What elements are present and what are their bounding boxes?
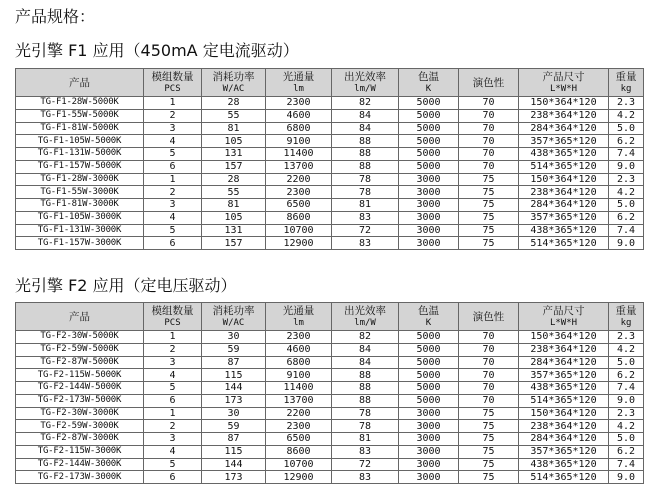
cell-lumen: 2300 bbox=[266, 97, 332, 110]
cell-efficacy: 88 bbox=[332, 160, 399, 173]
cell-dimensions: 238*364*120 bbox=[519, 186, 609, 199]
cell-weight: 9.0 bbox=[609, 394, 644, 407]
header-label: 色温 bbox=[418, 70, 439, 83]
cell-dimensions: 150*364*120 bbox=[519, 97, 609, 110]
cell-lumen: 8600 bbox=[266, 211, 332, 224]
table-row bbox=[16, 445, 644, 458]
cell-color-temp: 3000 bbox=[399, 458, 459, 471]
cell-cri: 70 bbox=[459, 122, 519, 135]
header-label: 产品 bbox=[69, 310, 90, 323]
cell-module-count: 6 bbox=[144, 160, 202, 173]
cell-cri: 70 bbox=[459, 97, 519, 110]
cell-product: TG-F1-131W-5000K bbox=[16, 148, 144, 161]
cell-cri: 75 bbox=[459, 458, 519, 471]
cell-color-temp: 3000 bbox=[399, 237, 459, 250]
header-label: 重量 bbox=[615, 70, 637, 83]
cell-dimensions: 514*365*120 bbox=[519, 237, 609, 250]
cell-lumen: 12900 bbox=[266, 237, 332, 250]
cell-power: 55 bbox=[202, 186, 266, 199]
header-unit: PCS bbox=[164, 317, 181, 328]
table-row bbox=[16, 109, 644, 122]
cell-efficacy: 81 bbox=[332, 199, 399, 212]
cell-module-count: 2 bbox=[144, 420, 202, 433]
cell-dimensions: 284*364*120 bbox=[519, 199, 609, 212]
cell-power: 115 bbox=[202, 369, 266, 382]
cell-product: TG-F2-173W-3000K bbox=[16, 471, 144, 484]
cell-power: 55 bbox=[202, 109, 266, 122]
cell-efficacy: 84 bbox=[332, 343, 399, 356]
cell-product: TG-F1-81W-3000K bbox=[16, 199, 144, 212]
cell-color-temp: 5000 bbox=[399, 382, 459, 395]
header-label: 消耗功率 bbox=[212, 304, 255, 317]
cell-module-count: 6 bbox=[144, 394, 202, 407]
cell-module-count: 1 bbox=[144, 407, 202, 420]
cell-cri: 70 bbox=[459, 148, 519, 161]
table-row bbox=[16, 186, 644, 199]
cell-product: TG-F1-28W-3000K bbox=[16, 173, 144, 186]
cell-product: TG-F1-105W-3000K bbox=[16, 211, 144, 224]
cell-efficacy: 88 bbox=[332, 148, 399, 161]
header-dimensions bbox=[519, 303, 609, 331]
cell-weight: 4.2 bbox=[609, 186, 644, 199]
cell-weight: 2.3 bbox=[609, 331, 644, 344]
cell-product: TG-F2-59W-3000K bbox=[16, 420, 144, 433]
cell-power: 81 bbox=[202, 122, 266, 135]
cell-weight: 7.4 bbox=[609, 382, 644, 395]
cell-module-count: 3 bbox=[144, 356, 202, 369]
table-row bbox=[16, 122, 644, 135]
cell-power: 144 bbox=[202, 458, 266, 471]
header-efficacy bbox=[332, 303, 399, 331]
cell-module-count: 2 bbox=[144, 109, 202, 122]
cell-color-temp: 3000 bbox=[399, 186, 459, 199]
table-row bbox=[16, 97, 644, 110]
section-title-f2: 光引擎 F2 应用（定电压驱动） bbox=[15, 276, 237, 295]
cell-lumen: 12900 bbox=[266, 471, 332, 484]
cell-color-temp: 5000 bbox=[399, 331, 459, 344]
cell-color-temp: 3000 bbox=[399, 199, 459, 212]
cell-cri: 70 bbox=[459, 109, 519, 122]
header-weight bbox=[609, 69, 644, 97]
cell-dimensions: 238*364*120 bbox=[519, 420, 609, 433]
cell-color-temp: 3000 bbox=[399, 407, 459, 420]
cell-product: TG-F2-30W-5000K bbox=[16, 331, 144, 344]
header-unit: L*W*H bbox=[549, 83, 578, 94]
cell-power: 87 bbox=[202, 433, 266, 446]
table-row bbox=[16, 420, 644, 433]
cell-color-temp: 3000 bbox=[399, 445, 459, 458]
cell-cri: 75 bbox=[459, 173, 519, 186]
header-weight bbox=[609, 303, 644, 331]
cell-product: TG-F1-157W-3000K bbox=[16, 237, 144, 250]
cell-power: 30 bbox=[202, 331, 266, 344]
cell-dimensions: 438*365*120 bbox=[519, 224, 609, 237]
cell-lumen: 11400 bbox=[266, 148, 332, 161]
header-unit: K bbox=[425, 317, 432, 328]
cell-color-temp: 5000 bbox=[399, 356, 459, 369]
cell-power: 28 bbox=[202, 97, 266, 110]
cell-module-count: 5 bbox=[144, 458, 202, 471]
cell-efficacy: 82 bbox=[332, 97, 399, 110]
cell-product: TG-F1-81W-5000K bbox=[16, 122, 144, 135]
header-lumen bbox=[266, 303, 332, 331]
header-label: 产品尺寸 bbox=[542, 304, 585, 317]
cell-cri: 75 bbox=[459, 186, 519, 199]
header-unit: K bbox=[425, 83, 432, 94]
header-color-temp bbox=[399, 303, 459, 331]
header-dimensions bbox=[519, 69, 609, 97]
cell-color-temp: 3000 bbox=[399, 433, 459, 446]
table-row bbox=[16, 224, 644, 237]
table-row bbox=[16, 471, 644, 484]
cell-efficacy: 83 bbox=[332, 211, 399, 224]
cell-product: TG-F2-30W-3000K bbox=[16, 407, 144, 420]
cell-power: 28 bbox=[202, 173, 266, 186]
cell-power: 131 bbox=[202, 224, 266, 237]
cell-product: TG-F2-173W-5000K bbox=[16, 394, 144, 407]
cell-cri: 75 bbox=[459, 224, 519, 237]
cell-efficacy: 88 bbox=[332, 394, 399, 407]
table-row bbox=[16, 331, 644, 344]
table-row bbox=[16, 433, 644, 446]
header-lumen bbox=[266, 69, 332, 97]
cell-color-temp: 3000 bbox=[399, 224, 459, 237]
cell-power: 144 bbox=[202, 382, 266, 395]
cell-power: 30 bbox=[202, 407, 266, 420]
cell-lumen: 8600 bbox=[266, 445, 332, 458]
cell-power: 59 bbox=[202, 420, 266, 433]
cell-efficacy: 78 bbox=[332, 407, 399, 420]
header-label: 演色性 bbox=[472, 76, 505, 89]
cell-lumen: 10700 bbox=[266, 224, 332, 237]
header-label: 产品尺寸 bbox=[542, 70, 585, 83]
cell-power: 173 bbox=[202, 471, 266, 484]
cell-efficacy: 78 bbox=[332, 420, 399, 433]
header-product bbox=[16, 303, 144, 331]
cell-weight: 6.2 bbox=[609, 369, 644, 382]
header-label: 色温 bbox=[418, 304, 439, 317]
cell-dimensions: 357*365*120 bbox=[519, 211, 609, 224]
header-label: 光通量 bbox=[282, 304, 315, 317]
cell-power: 115 bbox=[202, 445, 266, 458]
header-cri bbox=[459, 69, 519, 97]
cell-efficacy: 72 bbox=[332, 224, 399, 237]
cell-cri: 70 bbox=[459, 331, 519, 344]
page-heading: 产品规格： bbox=[15, 7, 96, 26]
cell-dimensions: 357*365*120 bbox=[519, 369, 609, 382]
cell-cri: 70 bbox=[459, 356, 519, 369]
cell-product: TG-F2-87W-3000K bbox=[16, 433, 144, 446]
cell-cri: 70 bbox=[459, 135, 519, 148]
cell-module-count: 1 bbox=[144, 97, 202, 110]
cell-weight: 7.4 bbox=[609, 458, 644, 471]
cell-module-count: 1 bbox=[144, 331, 202, 344]
cell-color-temp: 5000 bbox=[399, 343, 459, 356]
cell-lumen: 10700 bbox=[266, 458, 332, 471]
table-row bbox=[16, 382, 644, 395]
cell-product: TG-F2-115W-5000K bbox=[16, 369, 144, 382]
header-label: 重量 bbox=[615, 304, 637, 317]
header-unit: lm bbox=[293, 83, 304, 94]
cell-weight: 7.4 bbox=[609, 224, 644, 237]
header-unit: lm/W bbox=[354, 83, 376, 94]
header-unit: kg bbox=[620, 317, 632, 328]
cell-lumen: 13700 bbox=[266, 394, 332, 407]
cell-module-count: 5 bbox=[144, 148, 202, 161]
table-row bbox=[16, 173, 644, 186]
cell-lumen: 6800 bbox=[266, 356, 332, 369]
cell-dimensions: 150*364*120 bbox=[519, 407, 609, 420]
header-unit: PCS bbox=[164, 83, 181, 94]
cell-weight: 2.3 bbox=[609, 173, 644, 186]
cell-module-count: 3 bbox=[144, 199, 202, 212]
header-label: 光通量 bbox=[282, 70, 315, 83]
cell-product: TG-F1-55W-5000K bbox=[16, 109, 144, 122]
cell-cri: 75 bbox=[459, 471, 519, 484]
cell-weight: 6.2 bbox=[609, 211, 644, 224]
table-row bbox=[16, 148, 644, 161]
cell-dimensions: 438*365*120 bbox=[519, 148, 609, 161]
cell-color-temp: 5000 bbox=[399, 160, 459, 173]
cell-module-count: 4 bbox=[144, 445, 202, 458]
header-power bbox=[202, 69, 266, 97]
cell-cri: 75 bbox=[459, 237, 519, 250]
cell-weight: 6.2 bbox=[609, 135, 644, 148]
cell-color-temp: 3000 bbox=[399, 211, 459, 224]
header-efficacy bbox=[332, 69, 399, 97]
cell-power: 157 bbox=[202, 237, 266, 250]
header-label: 模组数量 bbox=[151, 304, 194, 317]
cell-power: 105 bbox=[202, 211, 266, 224]
cell-weight: 4.2 bbox=[609, 420, 644, 433]
header-row bbox=[16, 303, 644, 331]
header-product bbox=[16, 69, 144, 97]
cell-cri: 75 bbox=[459, 407, 519, 420]
cell-color-temp: 5000 bbox=[399, 109, 459, 122]
table-row bbox=[16, 211, 644, 224]
cell-efficacy: 84 bbox=[332, 122, 399, 135]
spec-table-f1 bbox=[15, 68, 644, 250]
cell-dimensions: 284*364*120 bbox=[519, 122, 609, 135]
cell-module-count: 3 bbox=[144, 122, 202, 135]
cell-efficacy: 83 bbox=[332, 445, 399, 458]
cell-dimensions: 357*365*120 bbox=[519, 135, 609, 148]
cell-color-temp: 5000 bbox=[399, 369, 459, 382]
cell-weight: 9.0 bbox=[609, 237, 644, 250]
cell-efficacy: 84 bbox=[332, 109, 399, 122]
header-unit: lm bbox=[293, 317, 304, 328]
table-row bbox=[16, 343, 644, 356]
cell-product: TG-F1-131W-3000K bbox=[16, 224, 144, 237]
table-row bbox=[16, 237, 644, 250]
cell-color-temp: 3000 bbox=[399, 173, 459, 186]
cell-cri: 75 bbox=[459, 199, 519, 212]
table-row bbox=[16, 369, 644, 382]
cell-weight: 2.3 bbox=[609, 407, 644, 420]
cell-dimensions: 238*364*120 bbox=[519, 343, 609, 356]
cell-cri: 70 bbox=[459, 394, 519, 407]
cell-dimensions: 150*364*120 bbox=[519, 331, 609, 344]
header-label: 消耗功率 bbox=[212, 70, 255, 83]
table-row bbox=[16, 458, 644, 471]
cell-power: 105 bbox=[202, 135, 266, 148]
cell-weight: 5.0 bbox=[609, 199, 644, 212]
cell-module-count: 6 bbox=[144, 471, 202, 484]
header-label: 模组数量 bbox=[151, 70, 194, 83]
cell-weight: 9.0 bbox=[609, 471, 644, 484]
cell-efficacy: 72 bbox=[332, 458, 399, 471]
cell-module-count: 5 bbox=[144, 382, 202, 395]
cell-module-count: 3 bbox=[144, 433, 202, 446]
cell-product: TG-F2-87W-5000K bbox=[16, 356, 144, 369]
cell-cri: 70 bbox=[459, 160, 519, 173]
cell-color-temp: 5000 bbox=[399, 97, 459, 110]
cell-lumen: 2300 bbox=[266, 331, 332, 344]
cell-power: 59 bbox=[202, 343, 266, 356]
cell-weight: 5.0 bbox=[609, 433, 644, 446]
cell-cri: 75 bbox=[459, 420, 519, 433]
cell-lumen: 6500 bbox=[266, 199, 332, 212]
cell-lumen: 9100 bbox=[266, 135, 332, 148]
cell-power: 173 bbox=[202, 394, 266, 407]
cell-color-temp: 5000 bbox=[399, 135, 459, 148]
header-unit: lm/W bbox=[354, 317, 376, 328]
header-module-count bbox=[144, 69, 202, 97]
cell-efficacy: 84 bbox=[332, 356, 399, 369]
header-label: 出光效率 bbox=[344, 70, 386, 83]
cell-module-count: 4 bbox=[144, 135, 202, 148]
cell-product: TG-F1-28W-5000K bbox=[16, 97, 144, 110]
cell-efficacy: 88 bbox=[332, 382, 399, 395]
cell-color-temp: 5000 bbox=[399, 394, 459, 407]
table-row bbox=[16, 394, 644, 407]
cell-cri: 75 bbox=[459, 445, 519, 458]
table-row bbox=[16, 199, 644, 212]
cell-dimensions: 238*364*120 bbox=[519, 109, 609, 122]
cell-power: 157 bbox=[202, 160, 266, 173]
cell-dimensions: 514*365*120 bbox=[519, 471, 609, 484]
cell-dimensions: 438*365*120 bbox=[519, 458, 609, 471]
table-row bbox=[16, 356, 644, 369]
cell-lumen: 2200 bbox=[266, 173, 332, 186]
cell-product: TG-F2-144W-3000K bbox=[16, 458, 144, 471]
cell-dimensions: 438*365*120 bbox=[519, 382, 609, 395]
cell-efficacy: 82 bbox=[332, 331, 399, 344]
cell-module-count: 4 bbox=[144, 211, 202, 224]
cell-dimensions: 284*364*120 bbox=[519, 433, 609, 446]
section-title-f1: 光引擎 F1 应用（450mA 定电流驱动） bbox=[15, 41, 299, 60]
cell-module-count: 2 bbox=[144, 186, 202, 199]
cell-module-count: 6 bbox=[144, 237, 202, 250]
cell-product: TG-F2-115W-3000K bbox=[16, 445, 144, 458]
header-cri bbox=[459, 303, 519, 331]
cell-dimensions: 150*364*120 bbox=[519, 173, 609, 186]
cell-efficacy: 81 bbox=[332, 433, 399, 446]
table-row bbox=[16, 160, 644, 173]
cell-product: TG-F1-55W-3000K bbox=[16, 186, 144, 199]
spec-table-f2 bbox=[15, 302, 644, 484]
cell-efficacy: 78 bbox=[332, 186, 399, 199]
cell-color-temp: 3000 bbox=[399, 420, 459, 433]
header-power bbox=[202, 303, 266, 331]
header-unit: W/AC bbox=[222, 83, 245, 94]
cell-module-count: 1 bbox=[144, 173, 202, 186]
cell-weight: 5.0 bbox=[609, 356, 644, 369]
cell-color-temp: 5000 bbox=[399, 122, 459, 135]
cell-power: 87 bbox=[202, 356, 266, 369]
cell-efficacy: 83 bbox=[332, 237, 399, 250]
cell-power: 81 bbox=[202, 199, 266, 212]
header-label: 出光效率 bbox=[344, 304, 386, 317]
cell-cri: 75 bbox=[459, 433, 519, 446]
cell-cri: 75 bbox=[459, 211, 519, 224]
cell-color-temp: 5000 bbox=[399, 148, 459, 161]
table-row bbox=[16, 135, 644, 148]
header-row bbox=[16, 69, 644, 97]
cell-lumen: 11400 bbox=[266, 382, 332, 395]
header-unit: W/AC bbox=[222, 317, 245, 328]
cell-efficacy: 88 bbox=[332, 135, 399, 148]
cell-dimensions: 514*365*120 bbox=[519, 160, 609, 173]
cell-lumen: 6800 bbox=[266, 122, 332, 135]
cell-module-count: 5 bbox=[144, 224, 202, 237]
cell-lumen: 4600 bbox=[266, 343, 332, 356]
cell-lumen: 4600 bbox=[266, 109, 332, 122]
cell-lumen: 2200 bbox=[266, 407, 332, 420]
cell-lumen: 2300 bbox=[266, 186, 332, 199]
cell-efficacy: 83 bbox=[332, 471, 399, 484]
cell-cri: 70 bbox=[459, 343, 519, 356]
header-unit: kg bbox=[620, 83, 632, 94]
header-unit: L*W*H bbox=[549, 317, 578, 328]
cell-power: 131 bbox=[202, 148, 266, 161]
cell-product: TG-F2-144W-5000K bbox=[16, 382, 144, 395]
header-color-temp bbox=[399, 69, 459, 97]
cell-weight: 4.2 bbox=[609, 109, 644, 122]
cell-weight: 4.2 bbox=[609, 343, 644, 356]
cell-product: TG-F1-105W-5000K bbox=[16, 135, 144, 148]
cell-lumen: 9100 bbox=[266, 369, 332, 382]
cell-cri: 70 bbox=[459, 382, 519, 395]
header-module-count bbox=[144, 303, 202, 331]
cell-weight: 9.0 bbox=[609, 160, 644, 173]
cell-module-count: 4 bbox=[144, 369, 202, 382]
cell-module-count: 2 bbox=[144, 343, 202, 356]
cell-efficacy: 88 bbox=[332, 369, 399, 382]
cell-dimensions: 357*365*120 bbox=[519, 445, 609, 458]
cell-weight: 7.4 bbox=[609, 148, 644, 161]
cell-dimensions: 284*364*120 bbox=[519, 356, 609, 369]
header-label: 产品 bbox=[69, 76, 90, 89]
cell-lumen: 2300 bbox=[266, 420, 332, 433]
cell-dimensions: 514*365*120 bbox=[519, 394, 609, 407]
cell-lumen: 6500 bbox=[266, 433, 332, 446]
cell-cri: 70 bbox=[459, 369, 519, 382]
cell-lumen: 13700 bbox=[266, 160, 332, 173]
table-row bbox=[16, 407, 644, 420]
cell-product: TG-F2-59W-5000K bbox=[16, 343, 144, 356]
cell-color-temp: 3000 bbox=[399, 471, 459, 484]
cell-efficacy: 78 bbox=[332, 173, 399, 186]
header-label: 演色性 bbox=[472, 310, 505, 323]
cell-weight: 2.3 bbox=[609, 97, 644, 110]
cell-weight: 6.2 bbox=[609, 445, 644, 458]
cell-product: TG-F1-157W-5000K bbox=[16, 160, 144, 173]
cell-weight: 5.0 bbox=[609, 122, 644, 135]
